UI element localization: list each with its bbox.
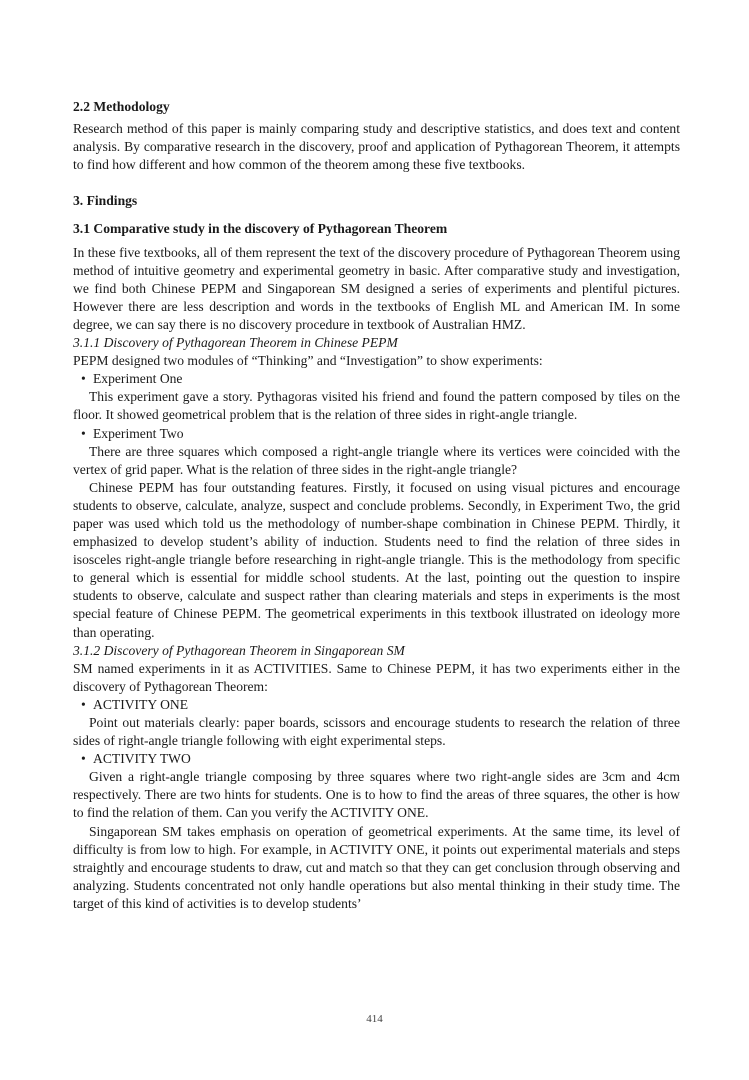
page-number: 414 [366,1013,383,1025]
bullet-activity-one: • ACTIVITY ONE [73,696,680,714]
section-heading-comparative-study: 3.1 Comparative study in the discovery of Pythagorean Theorem [73,221,448,237]
section-heading-methodology: 2.2 Methodology [73,99,170,114]
bullet-icon: • [81,425,86,441]
sm-intro: SM named experiments in it as ACTIVITIES. Same to Chinese PEPM, it has two experiments either in the discovery of Pythagorean Theorem: [73,660,680,694]
bullet-icon: • [81,371,86,387]
pepm-intro: PEPM designed two modules of “Thinking” and “Investigation” to show experiments: [73,353,543,369]
activity-one-text: Point out materials clearly: paper boards, scissors and encourage students to research the relation of three sides of right-angle triangle following with eight experimental steps. [73,715,680,749]
subsection-heading-singaporean-sm: 3.1.2 Discovery of Pythagorean Theorem in Singaporean SM [73,642,405,658]
pepm-features-paragraph: Chinese PEPM has four outstanding features. Firstly, it focused on using visual pictures and encourage students to observe, calculate, analyze, suspect and conclude problems. Secondly, in Experiment Two, the grid paper was used which told us the methodology of number-shape combination in Chinese PEPM. Thirdly, it emphasized to develop student’s ability of induction. Students need to find the relation of three sides in isosceles right-angle triangle before researching in right-angle triangle. This is the methodology from specific to general which is essential for middle school students. At the last, pointing out the question to inspire students to observe, calculate and suspect rather than clearing materials and steps in experiments is the most special feature of Chinese PEPM. The geometrical experiments in this textbook illustrated on ideology more than operating. [73,479,680,640]
bullet-activity-two: • ACTIVITY TWO [73,750,680,768]
activity-two-text: Given a right-angle triangle composing by three squares where two right-angle sides are 3cm and 4cm respectively. There are two hints for students. One is to how to find the areas of three squares, the other is how to find the relation of them. Can you verify the ACTIVITY ONE. [73,769,680,821]
section-heading-findings: 3. Findings [73,193,138,209]
experiment-two-text: There are three squares which composed a right-angle triangle where its vertices were coincided with the vertex of grid paper. What is the relation of three sides in the right-angle triangle? [73,443,680,477]
bullet-experiment-two: • Experiment Two [73,425,680,443]
sm-features-paragraph: Singaporean SM takes emphasis on operation of geometrical experiments. At the same time, its level of difficulty is from low to high. For example, in ACTIVITY ONE, it points out experimental materials and steps straightly and encourage students to draw, cut and match so that they can get conclusion through observing and analyzing. Students concentrated not only handle operations but also mental thinking in their study time. The target of this kind of activities is to develop students’ [73,823,680,911]
bullet-icon: • [81,696,86,712]
paper-page [73,98,680,913]
subsection-heading-chinese-pepm: 3.1.1 Discovery of Pythagorean Theorem in Chinese PEPM [73,335,398,351]
comparative-study-paragraph: In these five textbooks, all of them represent the text of the discovery procedure of Pythagorean Theorem using method of intuitive geometry and experimental geometry in basic. After comparative study and investigation, we find both Chinese PEPM and Singaporean SM designed a series of experiments and plentiful pictures. However there are less description and words in the textbooks of English ML and American IM. In some degree, we can say there is no discovery procedure in textbook of Australian HMZ. [73,244,680,332]
experiment-one-text: This experiment gave a story. Pythagoras visited his friend and found the pattern composed by tiles on the floor. It showed geometrical problem that is the relation of three sides in right-angle triangle. [73,389,680,423]
bullet-icon: • [81,751,86,767]
bullet-experiment-one: • Experiment One [73,370,680,388]
methodology-paragraph: Research method of this paper is mainly comparing study and descriptive statistics, and does text and content analysis. By comparative research in the discovery, proof and application of Pythagorean Theorem, it attempts to find how different and how common of the theorem among these five textbooks. [73,121,680,173]
